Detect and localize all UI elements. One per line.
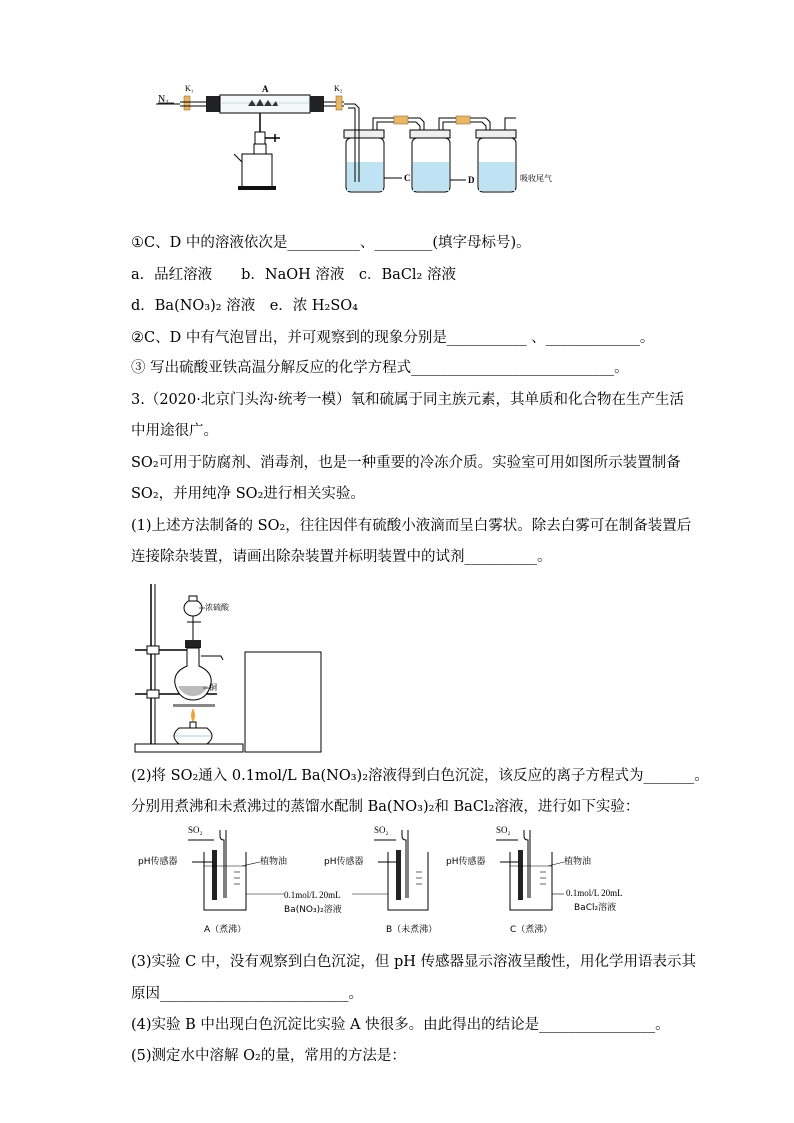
ph-sensor-label-c: pH传感器 [446,857,486,867]
label-conc-sulfuric-acid: 浓硫酸 [205,603,229,612]
question-3: ③ 写出硫酸亚铁高温分解反应的化学方程式____________________________。 [131,360,629,376]
subquestion-2-line-1: (2)将 SO₂通入 0.1mol/L Ba(NO₃)₂溶液得到白色沉淀，该反应的离子方程式为_______。 [131,768,709,784]
so2-label-c: SO₂ [496,825,511,835]
problem-3-line-3: SO₂可用于防腐剂、消毒剂，也是一种重要的冷冻介质。实验室可用如图所示装置制备 [131,455,681,471]
subquestion-3-line-1: (3)实验 C 中，没有观察到白色沉淀，但 pH 传感器显示溶液呈酸性，用化学用语表示其 [131,954,696,970]
caption-a: A（煮沸） [204,925,247,935]
question-2: ②C、D 中有气泡冒出，并可观察到的现象分别是___________ 、_____________。 [131,330,655,346]
figure-decomposition-apparatus [150,82,590,194]
subquestion-5: (5)测定水中溶解 O₂的量，常用的方法是： [131,1048,406,1064]
ph-sensor-label-b: pH传感器 [324,857,364,867]
figure-three-beakers [134,822,664,942]
label-k2: K₂ [334,84,343,93]
solution-label-c: BaCl₂溶液 [574,903,617,913]
label-c: C [404,173,411,183]
subquestion-4: (4)实验 B 中出现白色沉淀比实验 A 快很多。由此得出的结论是________________。 [131,1017,670,1033]
problem-3-line-2: 中用途很广。 [131,423,218,439]
bottle-d [410,118,486,192]
caption-c: C（煮沸） [510,925,553,935]
subquestion-1-line-1: (1)上述方法制备的 SO₂，往往因伴有硫酸小液滴而呈白雾状。除去白雾可在制备装置后 [131,518,692,534]
subquestion-3-line-2: 原因__________________________。 [131,986,363,1002]
so2-label-a: SO₂ [188,825,203,835]
bottle-exhaust [476,118,552,192]
oil-label-c: 植物油 [564,857,592,867]
caption-b: B（未煮沸） [386,925,438,935]
beaker-a [138,825,287,935]
conc-label-b: 0.1mol/L 20mL [284,890,341,900]
label-k1: K₁ [185,84,194,93]
figure-so2-generator [131,578,331,758]
label-exhaust: 吸收尾气 [520,174,552,183]
label-copper: 铜 [209,683,217,692]
problem-3-line-1: 3.（2020·北京门头沟·统考一模）氧和硫属于同主族元素，其单质和化合物在生产生活 [131,392,684,408]
subquestion-1-line-2: 连接除杂装置，请画出除杂装置并标明装置中的试剂__________。 [131,549,552,565]
problem-3-line-4: SO₂，并用纯净 SO₂进行相关实验。 [131,486,365,502]
question-1: ①C、D 中的溶液依次是__________、________(填字母标号)。 [131,235,531,251]
label-n2: N₂ [158,94,169,105]
blank-drawing-box [245,652,321,752]
options-line-1: a．品红溶液 b．NaOH 溶液 c．BaCl₂ 溶液 [131,267,456,283]
ph-sensor-label-a: pH传感器 [138,857,178,867]
options-line-2: d．Ba(NO₃)₂ 溶液 e．浓 H₂SO₄ [131,298,358,314]
label-a: A [262,84,269,94]
so2-label-b: SO₂ [374,825,389,835]
beaker-b [324,825,437,935]
subquestion-2-line-2: 分别用煮沸和未煮沸过的蒸馏水配制 Ba(NO₃)₂和 BaCl₂溶液，进行如下实验： [131,799,640,815]
conc-label-c: 0.1mol/L 20mL [566,888,623,898]
label-d: D [468,175,475,185]
beaker-c [446,825,623,935]
solution-label-b: Ba(NO₃)₂溶液 [284,905,342,915]
oil-label-a: 植物油 [260,857,288,867]
